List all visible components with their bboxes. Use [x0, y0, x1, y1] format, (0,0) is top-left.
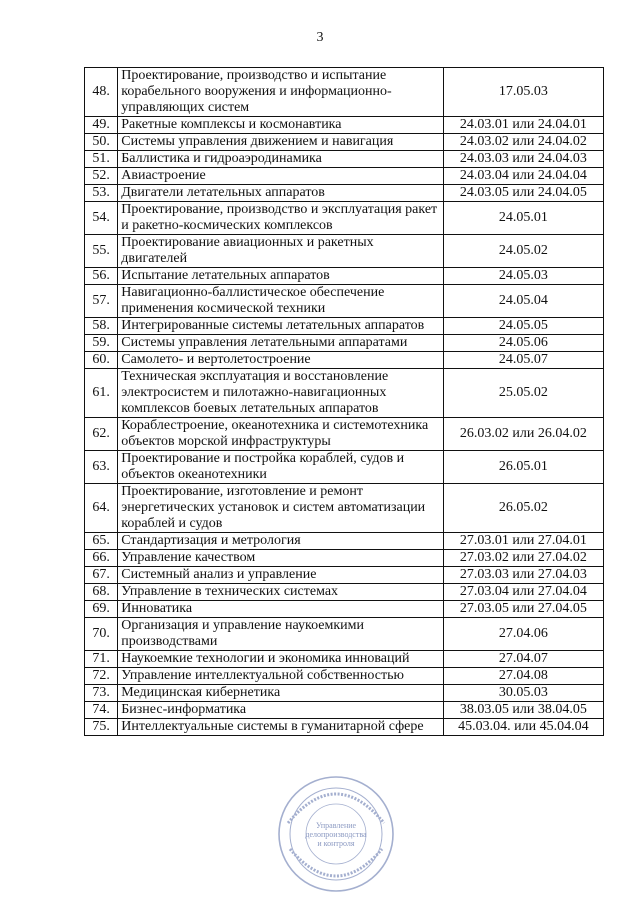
table-row: [85, 285, 604, 318]
specialty-name: Инноватика: [118, 601, 444, 618]
table-row: [85, 318, 604, 335]
specialty-code: 24.03.01 или 24.04.01: [443, 117, 603, 134]
specialty-code: 27.03.02 или 27.04.02: [443, 550, 603, 567]
specialty-code: 24.05.06: [443, 335, 603, 352]
specialty-code: 27.03.03 или 27.04.03: [443, 567, 603, 584]
row-number: 50.: [85, 134, 118, 151]
seal-line-3: и контроля: [317, 839, 355, 848]
specialty-name: Стандартизация и метрология: [118, 533, 444, 550]
row-number: 54.: [85, 202, 118, 235]
row-number: 48.: [85, 68, 118, 117]
table-row: [85, 268, 604, 285]
table-row: [85, 151, 604, 168]
table-row: [85, 335, 604, 352]
row-number: 52.: [85, 168, 118, 185]
specialty-code: 27.03.05 или 27.04.05: [443, 601, 603, 618]
specialty-name: Управление в технических системах: [118, 584, 444, 601]
row-number: 72.: [85, 668, 118, 685]
row-number: 70.: [85, 618, 118, 651]
specialty-name: Управление качеством: [118, 550, 444, 567]
row-number: 74.: [85, 702, 118, 719]
seal-core-ring: [306, 804, 366, 864]
specialty-name: Проектирование, производство и испытание корабельного вооружения и информационно-управляющих систем: [118, 68, 444, 117]
specialty-code: 17.05.03: [443, 68, 603, 117]
specialty-code: 25.05.02: [443, 369, 603, 418]
specialty-name: Навигационно-баллистическое обеспечение применения космической техники: [118, 285, 444, 318]
row-number: 59.: [85, 335, 118, 352]
specialty-name: Ракетные комплексы и космонавтика: [118, 117, 444, 134]
table-row: [85, 168, 604, 185]
table-row: [85, 185, 604, 202]
seal-line-2: делопроизводства: [305, 830, 367, 839]
seal-ring-lettering: [288, 794, 384, 823]
table-row: [85, 584, 604, 601]
row-number: 60.: [85, 352, 118, 369]
specialty-code: 27.04.08: [443, 668, 603, 685]
specialty-code: 27.03.01 или 27.04.01: [443, 533, 603, 550]
specialty-name: Системы управления движением и навигация: [118, 134, 444, 151]
specialty-code: 24.05.04: [443, 285, 603, 318]
specialty-code: 26.05.01: [443, 451, 603, 484]
specialty-name: Проектирование авиационных и ракетных двигателей: [118, 235, 444, 268]
specialty-name: Самолето- и вертолетостроение: [118, 352, 444, 369]
table-row: [85, 451, 604, 484]
specialty-name: Медицинская кибернетика: [118, 685, 444, 702]
table-row: [85, 352, 604, 369]
row-number: 51.: [85, 151, 118, 168]
specialty-name: Проектирование, производство и эксплуатация ракет и ракетно-космических комплексов: [118, 202, 444, 235]
table-row: [85, 418, 604, 451]
row-number: 55.: [85, 235, 118, 268]
row-number: 64.: [85, 484, 118, 533]
row-number: 75.: [85, 719, 118, 736]
official-seal: [276, 775, 396, 893]
specialty-code: 30.05.03: [443, 685, 603, 702]
specialty-name: Баллистика и гидроаэродинамика: [118, 151, 444, 168]
specialty-code: 27.03.04 или 27.04.04: [443, 584, 603, 601]
row-number: 53.: [85, 185, 118, 202]
specialty-code: 27.04.07: [443, 651, 603, 668]
specialty-code: 24.05.07: [443, 352, 603, 369]
specialty-name: Авиастроение: [118, 168, 444, 185]
specialty-code: 27.04.06: [443, 618, 603, 651]
specialty-name: Интегрированные системы летательных аппаратов: [118, 318, 444, 335]
row-number: 65.: [85, 533, 118, 550]
seal-inner-ring: [290, 788, 382, 880]
specialty-name: Системы управления летательными аппаратами: [118, 335, 444, 352]
row-number: 49.: [85, 117, 118, 134]
row-number: 66.: [85, 550, 118, 567]
specialty-name: Бизнес-информатика: [118, 702, 444, 719]
table-row: [85, 550, 604, 567]
specialty-name: Техническая эксплуатация и восстановление электросистем и пилотажно-навигационных комплексов боевых летательных аппаратов: [118, 369, 444, 418]
table-row: [85, 235, 604, 268]
seal-ring-lettering-lower: [290, 849, 382, 876]
row-number: 73.: [85, 685, 118, 702]
row-number: 58.: [85, 318, 118, 335]
specialty-name: Управление интеллектуальной собственностью: [118, 668, 444, 685]
specialty-code: 24.05.03: [443, 268, 603, 285]
table-row: [85, 567, 604, 584]
row-number: 67.: [85, 567, 118, 584]
table-row: [85, 685, 604, 702]
specialty-code: 26.05.02: [443, 484, 603, 533]
specialty-name: Испытание летательных аппаратов: [118, 268, 444, 285]
specialties-table: [84, 67, 604, 736]
page-number: 3: [316, 30, 324, 45]
table-row: [85, 651, 604, 668]
specialty-name: Проектирование, изготовление и ремонт энергетических установок и систем автоматизации кораблей и судов: [118, 484, 444, 533]
specialty-name: Системный анализ и управление: [118, 567, 444, 584]
specialty-code: 24.03.04 или 24.04.04: [443, 168, 603, 185]
table-row: [85, 484, 604, 533]
table-row: [85, 369, 604, 418]
row-number: 62.: [85, 418, 118, 451]
table-row: [85, 668, 604, 685]
specialty-name: Наукоемкие технологии и экономика инноваций: [118, 651, 444, 668]
table-row: [85, 601, 604, 618]
row-number: 68.: [85, 584, 118, 601]
table-row: [85, 702, 604, 719]
row-number: 63.: [85, 451, 118, 484]
row-number: 71.: [85, 651, 118, 668]
table-row: [85, 134, 604, 151]
specialty-code: 24.05.01: [443, 202, 603, 235]
row-number: 57.: [85, 285, 118, 318]
specialty-code: 24.03.02 или 24.04.02: [443, 134, 603, 151]
row-number: 56.: [85, 268, 118, 285]
table-row: [85, 533, 604, 550]
specialty-code: 45.03.04. или 45.04.04: [443, 719, 603, 736]
table-row: [85, 719, 604, 736]
specialty-name: Кораблестроение, океанотехника и системотехника объектов морской инфраструктуры: [118, 418, 444, 451]
specialty-name: Двигатели летательных аппаратов: [118, 185, 444, 202]
row-number: 61.: [85, 369, 118, 418]
specialty-code: 24.03.05 или 24.04.05: [443, 185, 603, 202]
specialty-code: 24.05.02: [443, 235, 603, 268]
specialty-name: Организация и управление наукоемкими производствами: [118, 618, 444, 651]
table-row: [85, 117, 604, 134]
seal-outer-ring: [279, 777, 393, 891]
specialty-code: 24.05.05: [443, 318, 603, 335]
specialty-code: 26.03.02 или 26.04.02: [443, 418, 603, 451]
specialty-code: 24.03.03 или 24.04.03: [443, 151, 603, 168]
seal-line-1: Управление: [315, 821, 357, 830]
row-number: 69.: [85, 601, 118, 618]
specialty-code: 38.03.05 или 38.04.05: [443, 702, 603, 719]
table-row: [85, 68, 604, 117]
table-row: [85, 618, 604, 651]
specialty-name: Интеллектуальные системы в гуманитарной сфере: [118, 719, 444, 736]
specialty-name: Проектирование и постройка кораблей, судов и объектов океанотехники: [118, 451, 444, 484]
table-body: [85, 68, 604, 736]
table-row: [85, 202, 604, 235]
